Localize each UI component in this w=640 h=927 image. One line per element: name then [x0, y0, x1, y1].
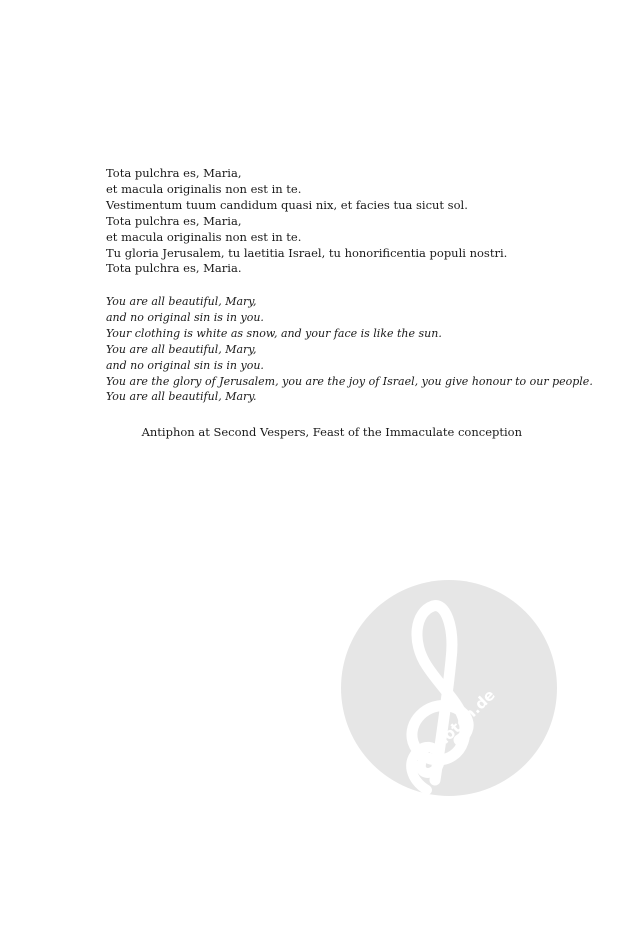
latin-line-5: et macula originalis non est in te. — [106, 229, 302, 244]
latin-line-2: et macula originalis non est in te. — [106, 181, 302, 196]
latin-line-1: Tota pulchra es, Maria, — [106, 166, 242, 180]
english-line-6: You are the glory of Jerusalem, you are the joy of Israel, you give honour to our people. — [106, 374, 593, 388]
watermark-text: alle-noten.de — [405, 685, 499, 777]
latin-text-block — [106, 166, 566, 277]
english-line-3: Your clothing is white as snow, and your face is like the sun. — [106, 326, 442, 340]
english-line-1: You are all beautiful, Mary, — [106, 295, 257, 308]
english-line-7: You are all beautiful, Mary. — [106, 390, 257, 404]
latin-line-6: Tu gloria Jerusalem, tu laetitia Israel, tu honorificentia populi nostri. — [106, 245, 508, 260]
attribution-text: Antiphon at Second Vespers, Feast of the Immaculate conception — [141, 425, 522, 439]
latin-line-7: Tota pulchra es, Maria. — [106, 261, 242, 276]
treble-clef-icon — [341, 580, 557, 796]
english-line-5: and no original sin is in you. — [106, 358, 264, 372]
english-translation-block — [106, 294, 593, 405]
latin-line-4: Tota pulchra es, Maria, — [106, 213, 242, 228]
english-line-2: and no original sin is in you. — [106, 310, 264, 324]
watermark-logo — [341, 580, 557, 796]
latin-line-3: Vestimentum tuum candidum quasi nix, et facies tua sicut sol. — [106, 197, 468, 212]
english-line-4: You are all beautiful, Mary, — [106, 342, 257, 356]
